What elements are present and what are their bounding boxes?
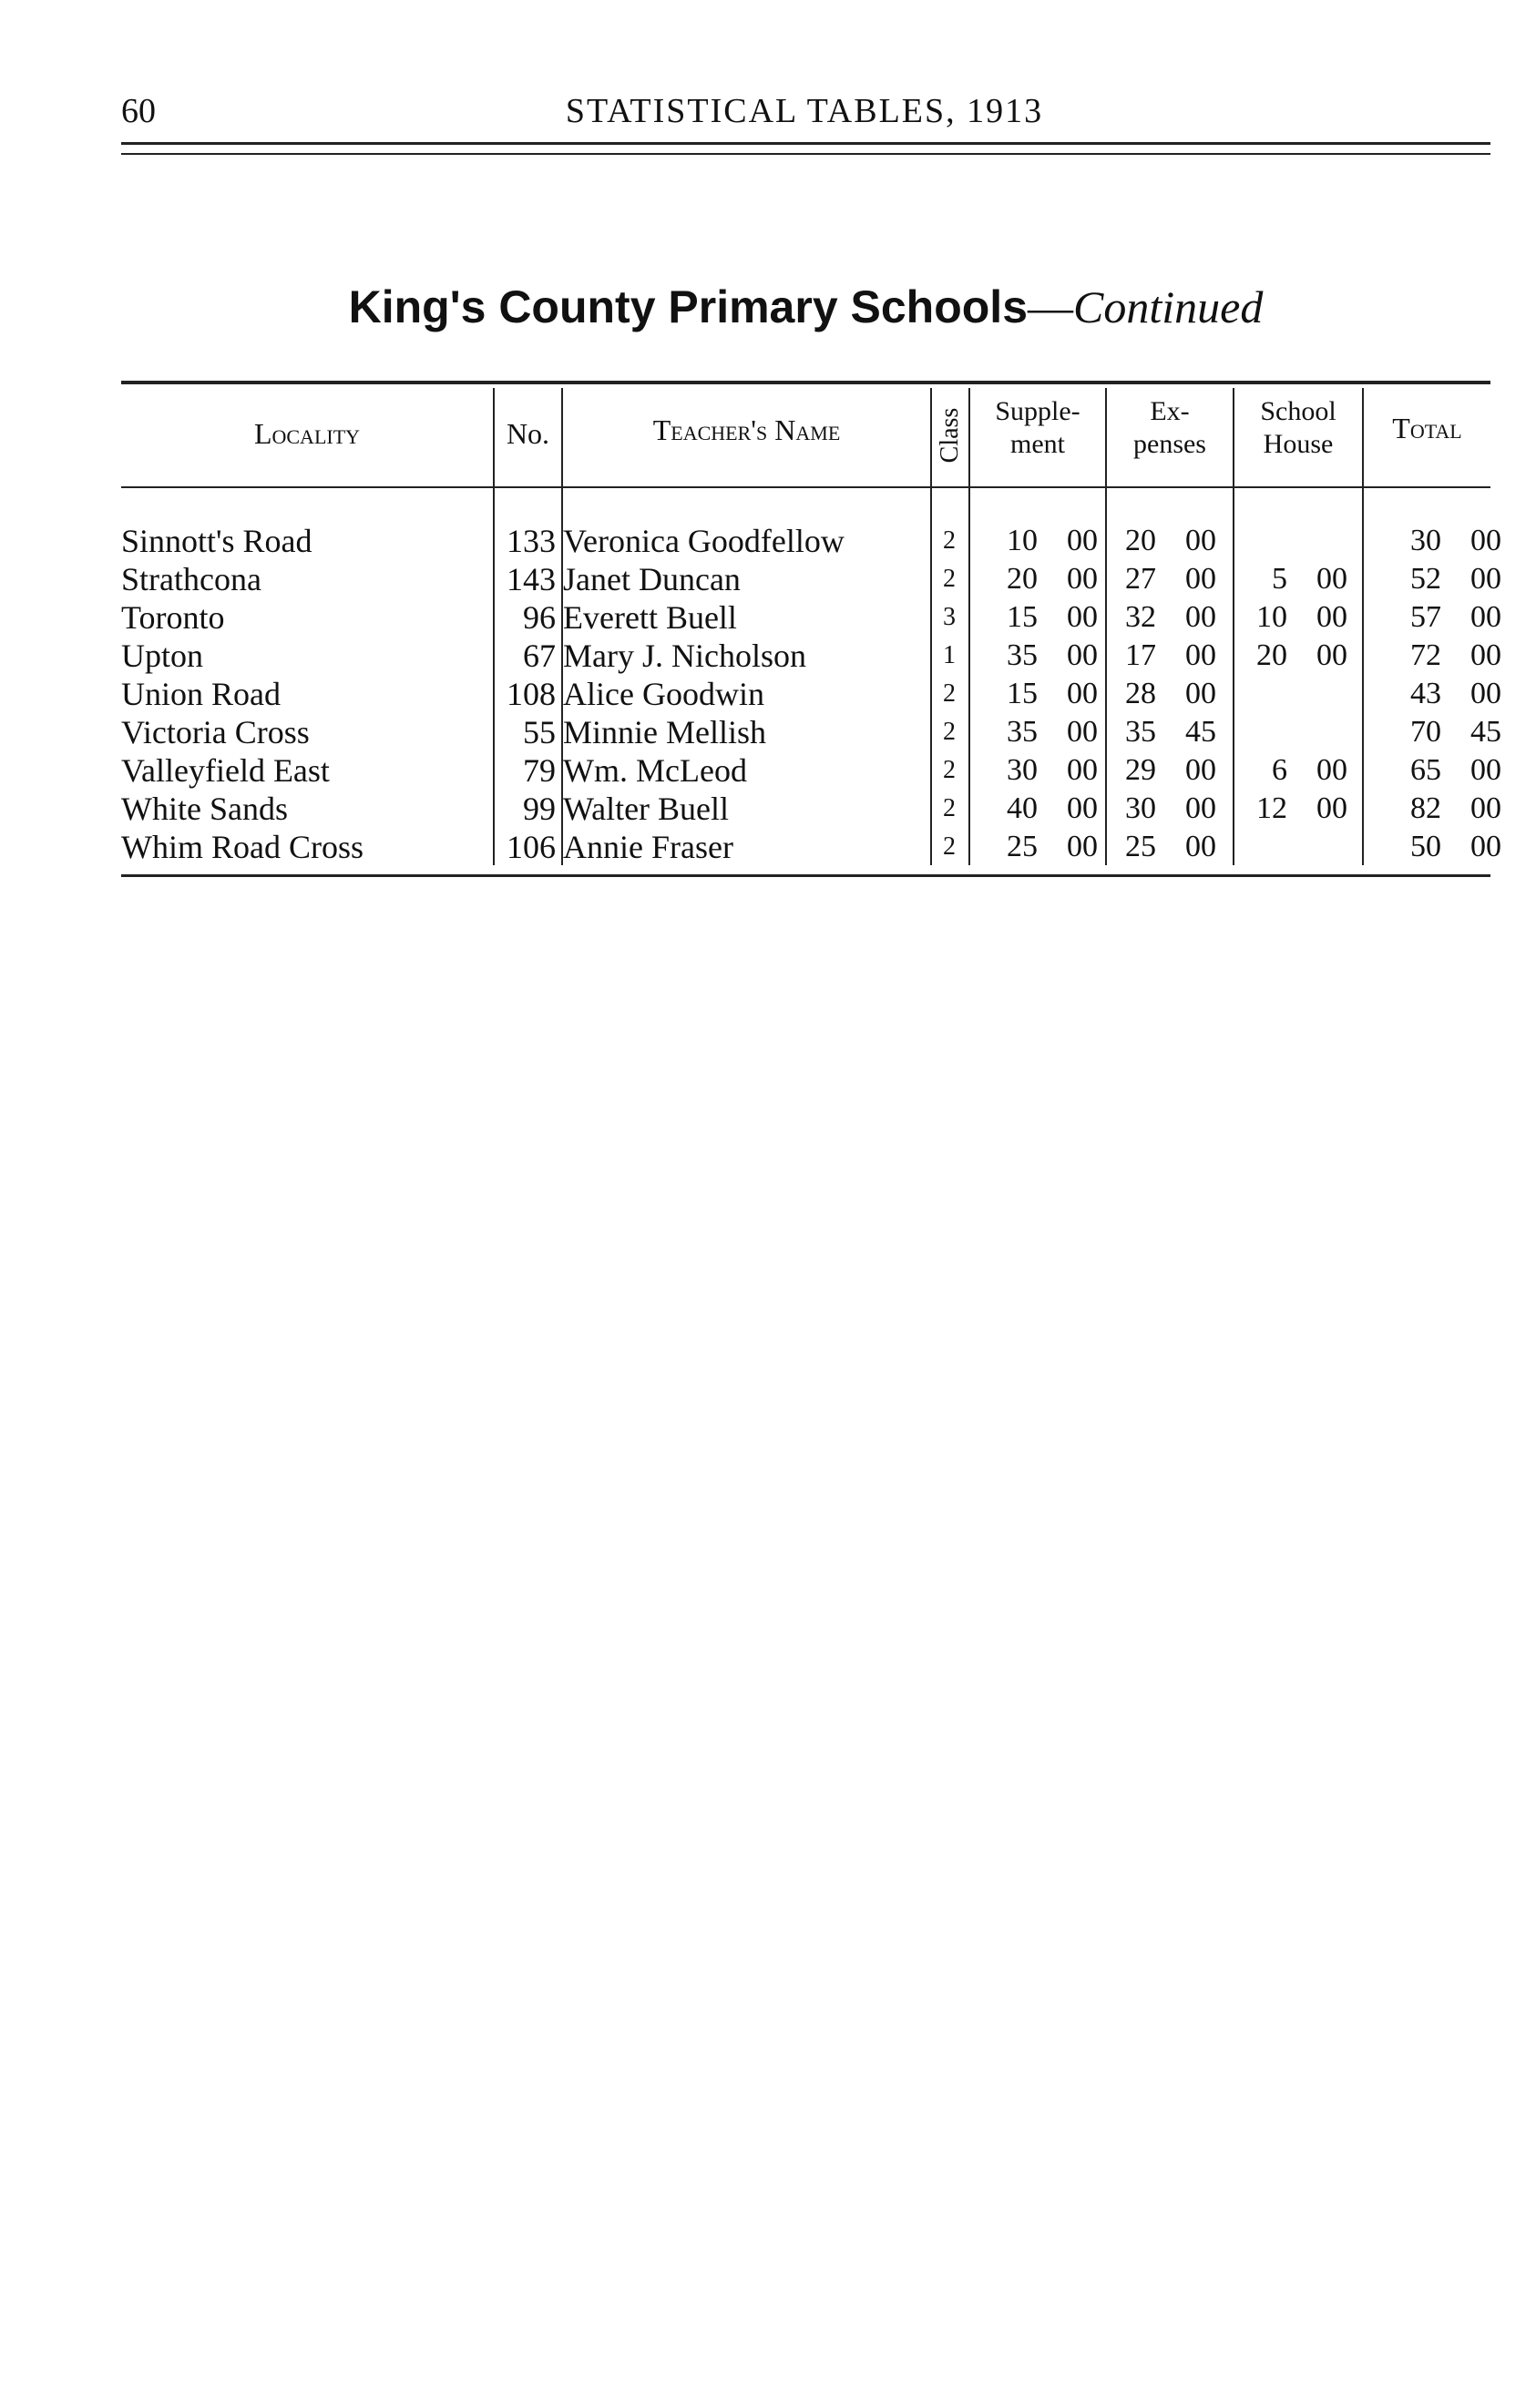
cell-class: 2 <box>943 565 956 593</box>
cell-dollars: 25 <box>1125 830 1156 863</box>
running-title: STATISTICAL TABLES, 1913 <box>565 92 1044 130</box>
cell-teacher: Mary J. Nicholson <box>563 638 806 674</box>
cell-cents: 00 <box>1067 638 1098 672</box>
cell-teacher: Annie Fraser <box>563 829 733 865</box>
cell-locality: Valleyfield East <box>121 752 330 789</box>
cell-dollars: 70 <box>1410 715 1441 749</box>
cell-total <box>1392 675 1536 713</box>
cell-locality: Toronto <box>121 599 225 636</box>
cell-teacher: Alice Goodwin <box>563 676 764 712</box>
cell-cents: 00 <box>1185 524 1216 557</box>
cell-dollars: 27 <box>1125 562 1156 596</box>
cell-no: 106 <box>507 829 556 865</box>
header-locality: Locality <box>253 417 361 450</box>
cell-cents: 00 <box>1067 830 1098 863</box>
table-title <box>121 281 1490 333</box>
cell-dollars: 10 <box>1007 524 1038 557</box>
cell-no: 96 <box>523 599 556 636</box>
cell-dollars: 20 <box>1007 562 1038 596</box>
header-total: Total <box>1392 412 1462 444</box>
cell-locality: Strathcona <box>121 561 261 597</box>
cell-cents: 00 <box>1470 830 1501 863</box>
header-expenses-line2: penses <box>1133 429 1206 459</box>
header-expenses-line1: Ex- <box>1150 396 1190 426</box>
cell-dollars: 20 <box>1256 638 1287 672</box>
cell-cents: 00 <box>1185 600 1216 634</box>
cell-dollars: 15 <box>1007 677 1038 710</box>
cell-locality: Victoria Cross <box>121 714 310 750</box>
cell-cents: 00 <box>1470 638 1501 672</box>
cell-dollars: 32 <box>1125 600 1156 634</box>
cell-no: 133 <box>507 523 556 559</box>
cell-cents: 00 <box>1316 638 1347 672</box>
cell-dollars: 35 <box>1007 715 1038 749</box>
cell-cents: 00 <box>1185 562 1216 596</box>
table-row <box>121 522 1501 560</box>
page-number: 60 <box>121 92 156 130</box>
cell-cents: 00 <box>1185 638 1216 672</box>
cell-cents: 00 <box>1470 677 1501 710</box>
cell-cents: 00 <box>1316 562 1347 596</box>
cell-cents: 00 <box>1470 600 1501 634</box>
cell-cents: 00 <box>1185 753 1216 787</box>
cell-total <box>1392 828 1536 866</box>
header-school-house-line2: House <box>1263 429 1334 459</box>
table-row <box>121 713 1501 751</box>
header-double-rule <box>121 142 1490 155</box>
header-school-house-line1: School <box>1260 396 1336 426</box>
cell-dollars: 35 <box>1125 715 1156 749</box>
cell-total <box>1392 790 1536 828</box>
cell-cents: 00 <box>1067 677 1098 710</box>
cell-teacher: Wm. McLeod <box>563 752 747 789</box>
cell-dollars: 15 <box>1007 600 1038 634</box>
table-top-rule <box>121 381 1490 384</box>
header-supplement-line2: ment <box>1010 429 1065 459</box>
table-row <box>121 560 1501 598</box>
cell-locality: Whim Road Cross <box>121 829 364 865</box>
table-title-main: King's County Primary Schools <box>348 281 1029 332</box>
cell-class: 2 <box>943 832 956 861</box>
cell-class: 2 <box>943 756 956 784</box>
cell-dollars: 5 <box>1272 562 1287 596</box>
header-teacher: Teacher's Name <box>652 413 841 446</box>
cell-no: 99 <box>523 791 556 827</box>
cell-locality: Sinnott's Road <box>121 523 312 559</box>
header-supplement <box>970 395 1105 461</box>
cell-cents: 00 <box>1470 791 1501 825</box>
cell-dollars: 30 <box>1007 753 1038 787</box>
cell-dollars: 30 <box>1125 791 1156 825</box>
cell-cents: 00 <box>1067 791 1098 825</box>
cell-dollars: 35 <box>1007 638 1038 672</box>
cell-no: 55 <box>523 714 556 750</box>
cell-class: 3 <box>943 603 956 631</box>
cell-cents: 00 <box>1185 791 1216 825</box>
header-school-house <box>1234 395 1362 461</box>
cell-cents: 00 <box>1185 830 1216 863</box>
table-row <box>121 598 1501 637</box>
cell-total <box>1392 751 1536 790</box>
cell-cents: 00 <box>1316 753 1347 787</box>
cell-dollars: 12 <box>1256 791 1287 825</box>
cell-total <box>1392 713 1536 751</box>
table-row <box>121 751 1501 790</box>
cell-dollars: 65 <box>1410 753 1441 787</box>
cell-class: 2 <box>943 526 956 555</box>
header-bottom-rule <box>121 486 1490 488</box>
cell-dollars: 50 <box>1410 830 1441 863</box>
cell-cents: 00 <box>1470 753 1501 787</box>
cell-no: 79 <box>523 752 556 789</box>
cell-cents: 00 <box>1316 600 1347 634</box>
cell-cents: 45 <box>1185 715 1216 749</box>
cell-cents: 00 <box>1067 562 1098 596</box>
cell-dollars: 29 <box>1125 753 1156 787</box>
cell-cents: 00 <box>1470 562 1501 596</box>
cell-dollars: 28 <box>1125 677 1156 710</box>
cell-dollars: 40 <box>1007 791 1038 825</box>
header-supplement-line1: Supple- <box>995 396 1080 426</box>
cell-cents: 45 <box>1470 715 1501 749</box>
cell-dollars: 10 <box>1256 600 1287 634</box>
cell-no: 67 <box>523 638 556 674</box>
cell-dollars: 82 <box>1410 791 1441 825</box>
cell-teacher: Veronica Goodfellow <box>563 523 845 559</box>
cell-cents: 00 <box>1067 753 1098 787</box>
cell-locality: White Sands <box>121 791 288 827</box>
cell-locality: Upton <box>121 638 203 674</box>
cell-cents: 00 <box>1470 524 1501 557</box>
cell-dollars: 72 <box>1410 638 1441 672</box>
page-header <box>121 91 1488 137</box>
cell-total <box>1392 598 1536 637</box>
cell-dollars: 20 <box>1125 524 1156 557</box>
cell-cents: 00 <box>1067 524 1098 557</box>
header-no: No. <box>506 417 550 450</box>
table-row <box>121 790 1501 828</box>
cell-teacher: Everett Buell <box>563 599 737 636</box>
cell-teacher: Minnie Mellish <box>563 714 766 750</box>
schools-table <box>121 381 1501 886</box>
cell-class: 1 <box>943 641 956 669</box>
cell-dollars: 6 <box>1272 753 1287 787</box>
cell-total <box>1392 560 1536 598</box>
cell-cents: 00 <box>1067 715 1098 749</box>
cell-class: 2 <box>943 718 956 746</box>
cell-dollars: 52 <box>1410 562 1441 596</box>
table-row <box>121 675 1501 713</box>
header-expenses <box>1107 395 1233 461</box>
cell-dollars: 17 <box>1125 638 1156 672</box>
cell-class: 2 <box>943 794 956 822</box>
cell-class: 2 <box>943 679 956 708</box>
cell-teacher: Janet Duncan <box>563 561 741 597</box>
cell-teacher: Walter Buell <box>563 791 730 827</box>
cell-no: 143 <box>507 561 556 597</box>
table-title-dash: — <box>1028 281 1074 332</box>
header-class: Class <box>936 407 964 464</box>
table-title-continued: Continued <box>1073 281 1264 332</box>
cell-locality: Union Road <box>121 676 281 712</box>
table-bottom-rule <box>121 874 1490 877</box>
cell-cents: 00 <box>1185 677 1216 710</box>
table-row <box>121 637 1501 675</box>
cell-dollars: 30 <box>1410 524 1441 557</box>
cell-total <box>1392 637 1536 675</box>
cell-total <box>1392 522 1536 560</box>
cell-cents: 00 <box>1316 791 1347 825</box>
table-row <box>121 828 1501 866</box>
cell-dollars: 57 <box>1410 600 1441 634</box>
cell-dollars: 43 <box>1410 677 1441 710</box>
cell-cents: 00 <box>1067 600 1098 634</box>
cell-no: 108 <box>507 676 556 712</box>
cell-dollars: 25 <box>1007 830 1038 863</box>
